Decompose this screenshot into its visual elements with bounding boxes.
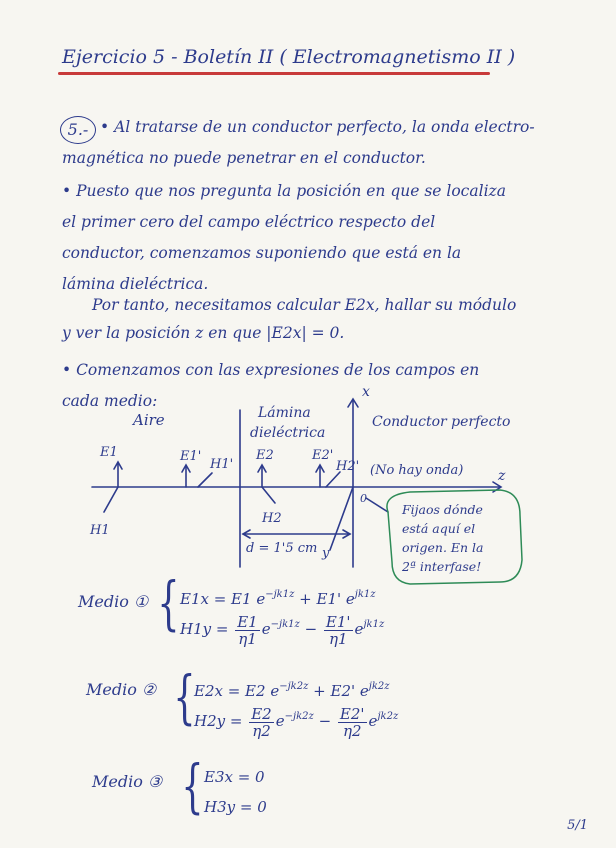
medio-2-equations: [194, 672, 398, 746]
denominator: η1: [238, 629, 257, 648]
text-line: Por tanto, necesitamos calcular E2x, hallar su módulo: [92, 296, 517, 314]
label-H2: H2: [262, 511, 282, 526]
eq-term: H1y =: [180, 620, 229, 638]
label-dielectrica: dieléctrica: [250, 425, 326, 441]
text-line: conductor, comenzamos suponiendo que está en la: [62, 244, 462, 262]
eq-term: e: [261, 620, 271, 638]
eq-term: + E2' e: [313, 682, 369, 700]
page-number: 5/1: [567, 818, 588, 833]
eq-exponent: jk1z: [354, 589, 376, 600]
eq-term: −: [318, 712, 332, 730]
y-axis: [330, 487, 353, 550]
eq-e2x: [194, 672, 398, 702]
medio-1-label: Medio ①: [78, 592, 149, 611]
label-E2p: E2': [312, 448, 334, 463]
note-line-3: origen. En la: [402, 540, 484, 555]
medio-1-equations: [180, 580, 384, 654]
numerator: E2': [339, 704, 365, 723]
label-origin: 0: [360, 492, 367, 505]
label-E1: E1: [100, 445, 118, 460]
medio-2-label: Medio ②: [86, 680, 157, 699]
note-line-2: está aquí el: [402, 521, 476, 536]
label-no-wave: (No hay onda): [370, 463, 464, 478]
label-H1p: H1': [210, 457, 234, 472]
exercise-number: 5.-: [60, 116, 96, 144]
text-line: • Puesto que nos pregunta la posición en que se localiza: [62, 182, 506, 200]
text-line: lámina dieléctrica.: [62, 275, 209, 293]
eq-exponent: −jk2z: [284, 711, 314, 722]
eq-exponent: jk2z: [377, 711, 399, 722]
fraction: [249, 706, 274, 739]
eq-term: + E1' e: [299, 590, 355, 608]
eq-exponent: jk2z: [368, 681, 390, 692]
fraction: [235, 614, 260, 647]
label-z: z: [498, 468, 506, 484]
label-thickness: d = 1'5 cm: [246, 541, 318, 556]
denominator: η2: [252, 721, 271, 740]
eq-term: E2x = E2 e: [194, 682, 280, 700]
note-line-4: 2ª interfase!: [402, 559, 482, 574]
text-line: el primer cero del campo eléctrico respecto del: [62, 213, 436, 231]
eq-term: E1x = E1 e: [180, 590, 266, 608]
eq-term: e: [354, 620, 364, 638]
fraction: [324, 614, 353, 647]
label-conductor: Conductor perfecto: [372, 414, 511, 430]
medio-3-label: Medio ③: [92, 772, 163, 791]
brace-2: {: [173, 663, 196, 731]
text-line: y ver la posición z en que |E2x| = 0.: [62, 324, 345, 342]
label-y: y: [322, 546, 330, 561]
eq-e1x: [180, 580, 384, 610]
eq-h1y: [180, 610, 384, 654]
eq-exponent: jk1z: [363, 619, 385, 630]
numerator: E1: [237, 612, 258, 631]
eq-exponent: −jk1z: [265, 589, 295, 600]
fraction: [338, 706, 367, 739]
brace-1: {: [157, 569, 180, 637]
label-H1: H1: [90, 523, 110, 538]
eq-exponent: −jk2z: [279, 681, 309, 692]
eq-term: −: [304, 620, 318, 638]
label-H2p: H2': [336, 459, 360, 474]
eq-term: e: [368, 712, 378, 730]
label-aire: Aire: [133, 411, 165, 429]
label-E1p: E1': [180, 449, 202, 464]
eq-e3x: E3x = 0: [204, 768, 265, 786]
eq-term: H2y =: [194, 712, 243, 730]
text-line: cada medio:: [62, 392, 158, 410]
label-lamina: Lámina: [258, 405, 311, 421]
eq-exponent: −jk1z: [270, 619, 300, 630]
brace-3: {: [181, 752, 204, 820]
eq-h3y: H3y = 0: [204, 798, 267, 816]
text-line: • Comenzamos con las expresiones de los campos en: [62, 361, 480, 379]
note-line-1: Fijaos dónde: [402, 502, 483, 517]
numerator: E1': [325, 612, 351, 631]
text-line: magnética no puede penetrar en el conductor.: [62, 149, 426, 167]
medio-3-equations: [204, 762, 267, 822]
eq-h2y: [194, 702, 398, 746]
eq-term: e: [275, 712, 285, 730]
numerator: E2: [251, 704, 272, 723]
text-line: • Al tratarse de un conductor perfecto, la onda electro-: [100, 118, 535, 136]
label-E2: E2: [256, 448, 274, 463]
label-x: x: [362, 384, 370, 400]
denominator: η1: [328, 629, 348, 648]
denominator: η2: [342, 721, 362, 740]
page-title: Ejercicio 5 - Boletín II ( Electromagnetismo II ): [62, 46, 516, 68]
